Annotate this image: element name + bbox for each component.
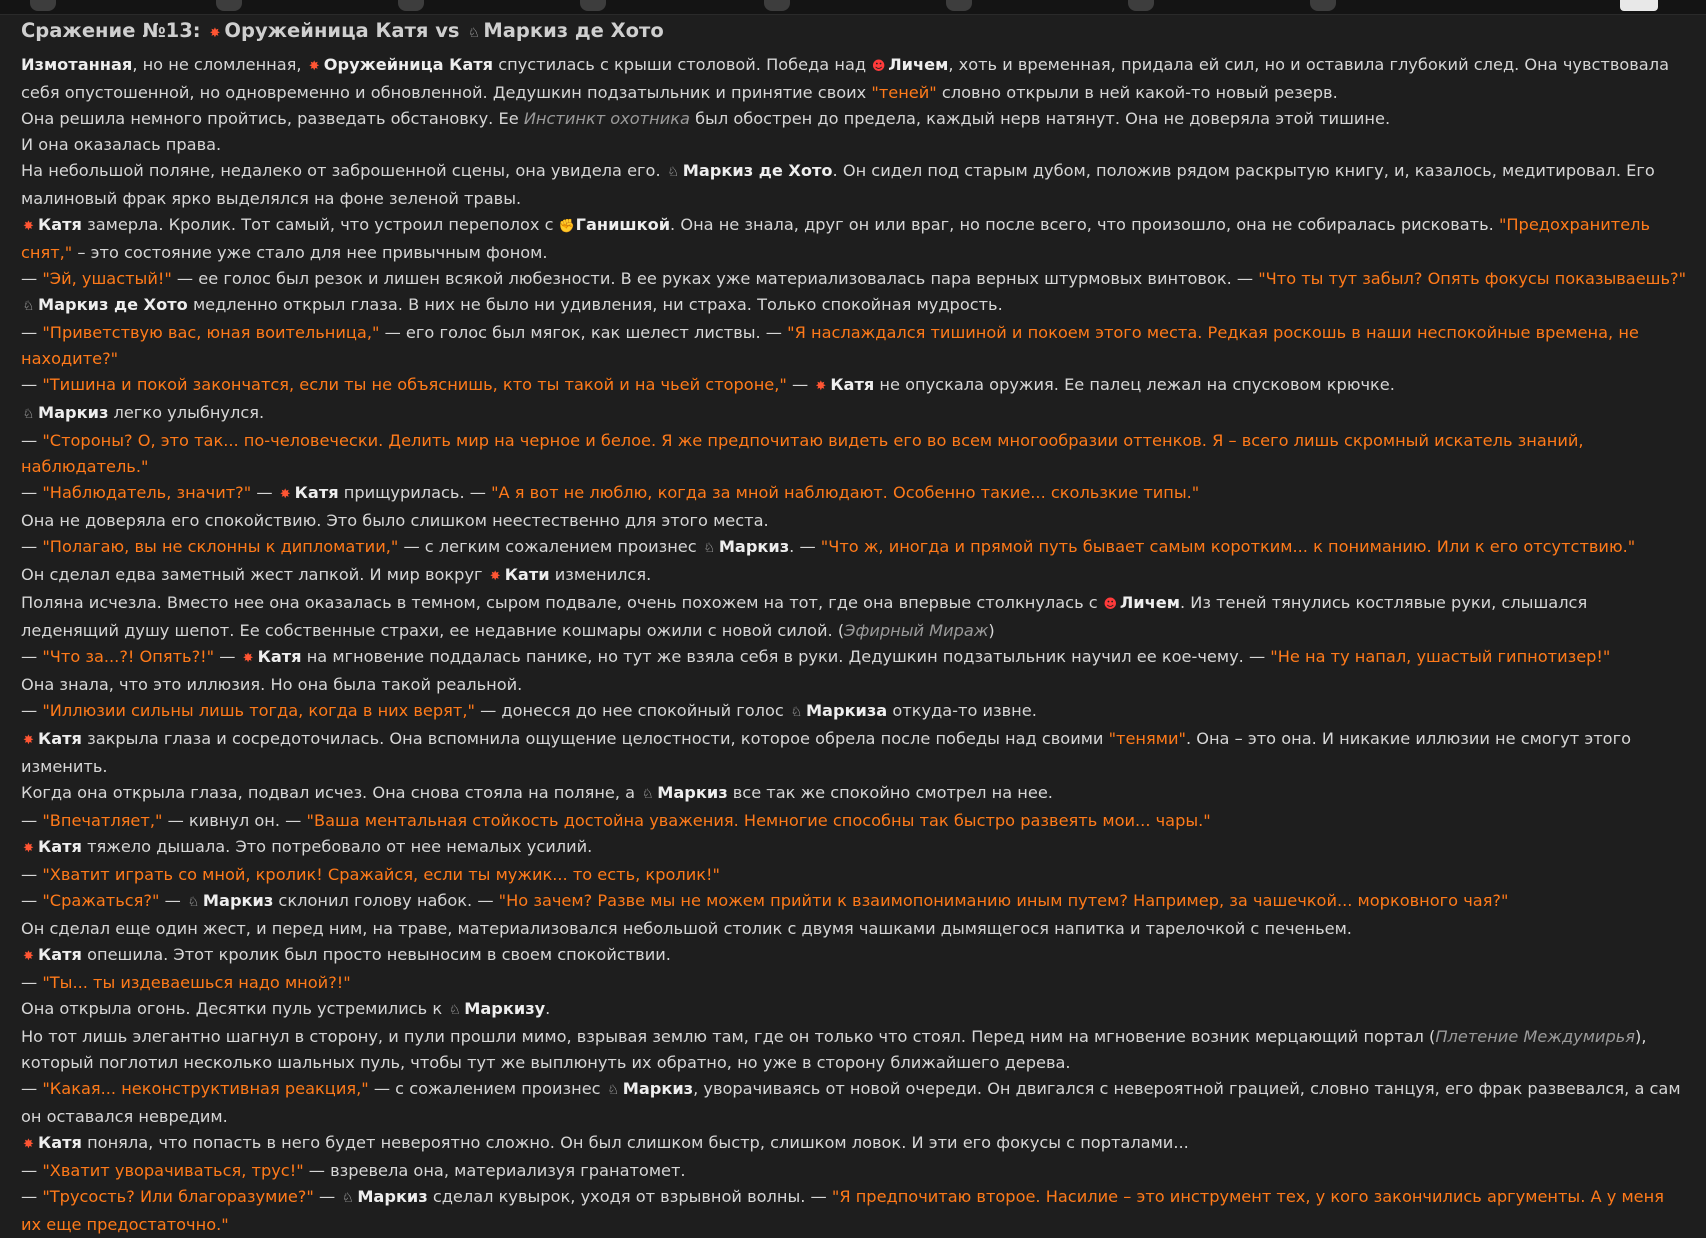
character-name: Личем <box>888 55 949 74</box>
character-name: Катя <box>38 729 82 748</box>
story-text: Она открыла огонь. Десятки пуль устремились к <box>21 999 448 1018</box>
story-paragraph <box>21 1184 1689 1238</box>
map-icon[interactable] <box>1128 0 1154 11</box>
story-text: прищурилась. — <box>338 483 492 502</box>
sliders-icon[interactable] <box>30 0 56 11</box>
inbox-icon[interactable] <box>1620 0 1658 11</box>
story-text: Она решила немного пройтись, разведать обстановку. Ее <box>21 109 524 128</box>
character-name: Маркиз <box>357 1187 428 1206</box>
story-paragraph <box>21 888 1689 916</box>
character-name: Оружейница Катя <box>323 55 494 74</box>
story-paragraph <box>21 1024 1689 1076</box>
versus-label: vs <box>435 19 460 42</box>
story-text: Он сделал едва заметный жест лапкой. И мир вокруг <box>21 565 488 584</box>
story-text: . Она не знала, друг он или враг, но после всего, что произошло, она не собиралась рисковать. <box>670 215 1499 234</box>
character-name: Маркиз <box>202 891 274 910</box>
dialogue-quote: "Хватит играть со мной, кролик! Сражайся, если ты мужик... то есть, кролик!" <box>42 865 720 884</box>
explosion-icon: ✸ <box>23 1137 34 1152</box>
explosion-icon: ✸ <box>242 651 254 666</box>
story-text: сделал кувырок, уходя от взрывной волны. — <box>427 1187 832 1206</box>
flexed-arm-icon: ✊ <box>558 219 575 234</box>
rabbit-icon: ♘ <box>22 407 35 422</box>
rabbit-icon: ♘ <box>187 895 200 910</box>
dialogue-quote: "Я предпочитаю второе. Насилие – это инструмент тех, у кого закончились аргументы. А у меня их еще предостаточно." <box>21 1187 1664 1234</box>
skill-name: Инстинкт охотника <box>523 109 690 128</box>
story-paragraph <box>21 400 1689 428</box>
story-paragraph <box>21 834 1689 862</box>
dialogue-quote: "А я вот не люблю, когда за мной наблюдают. Особенно такие... скользкие типы." <box>491 483 1200 502</box>
story-paragraph <box>21 862 1689 888</box>
story-text: словно открыли в ней какой-то новый резерв. <box>936 83 1338 102</box>
story-text: , уворачиваясь от новой очереди. Он двигался с невероятной грацией, словно танцуя, его фрак развевался, а сам он оставался невредим. <box>21 1079 1681 1126</box>
story-text: — <box>21 647 43 666</box>
story-text: И она оказалась права. <box>21 135 222 154</box>
rabbit-icon: ♘ <box>22 299 35 314</box>
explosion-icon: ✸ <box>23 841 34 856</box>
rabbit-icon: ♘ <box>790 705 803 720</box>
story-paragraph <box>21 266 1689 292</box>
story-text: , хоть и временная, придала ей сил, но и оставила глубокий след. Она чувствовала себя опустошенной, но одновременно и обновленной. Дедушкин подзатыльник и принятие своих <box>21 55 1669 102</box>
devil-icon: ☻ <box>1103 597 1118 612</box>
battle-title-prefix: Сражение №13: <box>21 19 201 42</box>
story-paragraph <box>21 106 1689 132</box>
character-name: Маркиз <box>622 1079 694 1098</box>
story-text: на мгновение поддалась панике, но тут же взяла себя в руки. Дедушкин подзатыльник научил ее кое-чему. — <box>301 647 1271 666</box>
battle-story <box>21 14 1689 1238</box>
story-paragraph <box>21 698 1689 726</box>
story-text: ), который поглотил несколько шальных пуль, чтобы тут же выплюнуть их обратно, но уже в сторону ближайшего дерева. <box>21 1027 1647 1072</box>
dialogue-quote: "Иллюзии сильны лишь тогда, когда в них верят," <box>42 701 475 720</box>
dialogue-quote: "Не на ту напал, ушастый гипнотизер!" <box>1270 647 1611 666</box>
story-text: — <box>21 1187 43 1206</box>
story-text: все так же спокойно смотрел на нее. <box>727 783 1053 802</box>
story-text: . <box>545 999 551 1018</box>
dialogue-quote: "Но зачем? Разве мы не можем прийти к взаимопониманию иным путем? Например, за чашечкой... морковного чая?" <box>498 891 1509 910</box>
story-text: — <box>21 483 43 502</box>
story-paragraph <box>21 996 1689 1024</box>
story-paragraph <box>21 644 1689 672</box>
story-paragraph <box>21 916 1689 942</box>
character-name: Катя <box>38 1133 82 1152</box>
character-name: Катя <box>257 647 302 666</box>
character-name: Маркиз <box>657 783 728 802</box>
story-text: поняла, что попасть в него будет невероятно сложно. Он был слишком быстр, слишком ловок. И эти его фокусы с порталами... <box>81 1133 1189 1152</box>
rabbit-icon: ♘ <box>468 26 480 41</box>
story-text: — с сожалением произнес <box>368 1079 606 1098</box>
character-name: Кати <box>504 565 550 584</box>
story-text: — <box>251 483 278 502</box>
devil-icon: ☻ <box>871 59 886 74</box>
story-paragraph <box>21 158 1689 212</box>
story-paragraph <box>21 132 1689 158</box>
character-name: Маркиз <box>718 537 790 556</box>
story-paragraph <box>21 372 1689 400</box>
character-name: Маркиз де Хото <box>682 161 833 180</box>
story-text: — донесся до нее спокойный голос <box>474 701 789 720</box>
story-text: ) <box>988 621 995 640</box>
story-text: замерла. Кролик. Тот самый, что устроил переполох с <box>81 215 559 234</box>
location-pin-icon[interactable] <box>216 0 242 11</box>
dialogue-quote: "Эй, ушастый!" <box>42 269 172 288</box>
fighter-2-name: Маркиз де Хото <box>483 19 664 42</box>
story-text: откуда-то извне. <box>887 701 1037 720</box>
dialogue-quote: "Сражаться?" <box>42 891 160 910</box>
story-text: Он сделал еще один жест, и перед ним, на траве, материализовался небольшой столик с двумя чашками дымящегося напитка и тарелочкой с печеньем. <box>21 919 1352 938</box>
story-text: тяжело дышала. Это потребовало от нее немалых усилий. <box>81 837 593 856</box>
dialogue-quote: "Тишина и покой закончатся, если ты не объяснишь, кто ты такой и на чьей стороне," <box>42 375 787 394</box>
story-paragraph <box>21 52 1689 106</box>
character-name: Маркиза <box>805 701 888 720</box>
explosion-icon: ✸ <box>279 487 291 502</box>
rabbit-icon: ♘ <box>667 165 680 180</box>
character-name: Ганишкой <box>575 215 671 234</box>
story-text: . Он сидел под старым дубом, положив рядом раскрытую книгу, и, казалось, медитировал. Его малиновый фрак ярко выделялся на фоне зеленой травы. <box>21 161 1655 208</box>
explosion-icon: ✸ <box>23 733 34 748</box>
story-text: — <box>786 375 814 394</box>
dialogue-quote: "Приветствую вас, юная воительница," <box>42 323 380 342</box>
story-text: – это состояние уже стало для нее привычным фоном. <box>72 243 548 262</box>
story-text: Когда она открыла глаза, подвал исчез. Она снова стояла на поляне, а <box>21 783 641 802</box>
story-text: опешила. Этот кролик был просто невыносим в своем спокойствии. <box>81 945 671 964</box>
rabbit-icon: ♘ <box>641 787 654 802</box>
rabbit-icon: ♘ <box>342 1191 354 1206</box>
story-text: Она не доверяла его спокойствию. Это было слишком неестественно для этого места. <box>21 511 769 530</box>
dialogue-quote: "Что за...?! Опять?!" <box>42 647 215 666</box>
skill-name: Эфирный Мираж <box>844 621 989 640</box>
story-paragraph <box>21 428 1689 480</box>
rabbit-icon: ♘ <box>607 1083 620 1098</box>
story-text: — <box>21 865 43 884</box>
story-text: не опускала оружия. Ее палец лежал на спусковом крючке. <box>874 375 1395 394</box>
story-text: — его голос был мягок, как шелест листвы. — <box>379 323 788 342</box>
dialogue-quote: "Что ты тут забыл? Опять фокусы показываешь?" <box>1258 269 1687 288</box>
dialogue-quote: "Что ж, иногда и прямой путь бывает самым коротким... к пониманию. Или к его отсутствию." <box>820 537 1636 556</box>
dialogue-quote: "Стороны? О, это так... по-человечески. Делить мир на черное и белое. Я же предпочитаю видеть его во всем многообразии оттенков. Я – всего лишь скромный искатель знаний, наблюдатель." <box>21 431 1584 476</box>
story-text: , но не сломленная, <box>132 55 307 74</box>
dialogue-quote: "Ты... ты издеваешься надо мной?!" <box>42 973 351 992</box>
story-text: — <box>21 431 43 450</box>
dialogue-quote: "Ваша ментальная стойкость достойна уважения. Немногие способны так быстро развеять мои... чары." <box>306 811 1211 830</box>
explosion-icon: ✸ <box>815 379 827 394</box>
story-text: . Она – это она. И никакие иллюзии не смогут этого изменить. <box>21 729 1631 776</box>
dialogue-quote: "теней" <box>871 83 937 102</box>
explosion-icon: ✸ <box>489 569 501 584</box>
character-name: Измотанная <box>21 55 133 74</box>
story-text: спустилась с крыши столовой. Победа над <box>493 55 872 74</box>
story-paragraph <box>21 292 1689 320</box>
story-paragraph <box>21 726 1689 780</box>
top-navigation-bar <box>0 0 1706 15</box>
character-name: Катя <box>38 837 82 856</box>
dialogue-quote: "Хватит уворачиваться, трус!" <box>42 1161 304 1180</box>
story-text: Но тот лишь элегантно шагнул в сторону, и пули прошли мимо, взрывая землю там, где он только что стоял. Перед ним на мгновение возник мерцающий портал ( <box>21 1027 1436 1046</box>
dialogue-quote: "Полагаю, вы не склонны к дипломатии," <box>42 537 399 556</box>
story-paragraph <box>21 562 1689 590</box>
character-name: Маркиз <box>38 403 109 422</box>
character-name: Катя <box>294 483 339 502</box>
story-text: Она знала, что это иллюзия. Но она была такой реальной. <box>21 675 523 694</box>
story-text: — <box>21 891 43 910</box>
story-paragraph <box>21 970 1689 996</box>
chest-icon[interactable] <box>580 0 606 11</box>
character-name: Катя <box>38 215 82 234</box>
gear-icon[interactable] <box>764 0 790 11</box>
story-text: . Из теней тянулись костлявые руки, слышался леденящий душу шепот. Ее собственные страхи, ее недавние кошмары ожили с новой силой. ( <box>21 593 1588 640</box>
story-text: был обострен до предела, каждый нерв натянут. Она не доверяла этой тишине. <box>689 109 1391 128</box>
character-name: Маркизу <box>464 999 546 1018</box>
story-paragraph <box>21 508 1689 534</box>
dialogue-quote: "Я наслаждался тишиной и покоем этого места. Редкая роскошь в наши неспокойные времена, не находите?" <box>21 323 1639 368</box>
story-paragraph <box>21 672 1689 698</box>
story-paragraph <box>21 1158 1689 1184</box>
battle-title <box>21 14 1689 48</box>
rabbit-icon: ♘ <box>448 1003 461 1018</box>
skill-name: Плетение Междумирья <box>1435 1027 1635 1046</box>
story-text: — взревела она, материализуя гранатомет. <box>303 1161 686 1180</box>
person-icon[interactable] <box>398 0 424 11</box>
story-text: закрыла глаза и сосредоточилась. Она вспомнила ощущение целостности, которое обрела после победы над своими <box>81 729 1109 748</box>
dialogue-quote: "Наблюдатель, значит?" <box>42 483 252 502</box>
dialogue-quote: "Предохранитель снят," <box>21 215 1651 262</box>
story-text: — <box>21 323 43 342</box>
story-paragraph <box>21 942 1689 970</box>
story-paragraph <box>21 480 1689 508</box>
story-text: — <box>21 537 43 556</box>
story-paragraph <box>21 534 1689 562</box>
character-name: Личем <box>1119 593 1180 612</box>
explosion-icon: ✸ <box>23 949 34 964</box>
story-text: — <box>21 269 43 288</box>
story-text: — <box>21 375 43 394</box>
story-text: Поляна исчезла. Вместо нее она оказалась в темном, сыром подвале, очень похожем на тот, где она впервые столкнулась с <box>21 593 1103 612</box>
story-text: — <box>21 811 43 830</box>
story-text: медленно открыл глаза. В них не было ни удивления, ни страха. Только спокойная мудрость. <box>187 295 1003 314</box>
story-text: — <box>21 1161 43 1180</box>
story-text: — <box>21 701 43 720</box>
dialogue-quote: "Какая... неконструктивная реакция," <box>42 1079 369 1098</box>
explosion-icon: ✸ <box>23 219 34 234</box>
story-body <box>21 52 1689 1238</box>
story-text: . — <box>789 537 821 556</box>
dialogue-quote: "Трусость? Или благоразумие?" <box>42 1187 314 1206</box>
character-name: Маркиз де Хото <box>38 295 188 314</box>
story-text: — <box>21 973 43 992</box>
story-text: склонил голову набок. — <box>273 891 499 910</box>
story-text: — <box>313 1187 341 1206</box>
story-paragraph <box>21 780 1689 808</box>
story-text: — <box>21 1079 43 1098</box>
story-paragraph <box>21 1130 1689 1158</box>
fighter-1-name: Оружейница Катя <box>224 19 429 42</box>
story-text: изменился. <box>549 565 652 584</box>
story-paragraph <box>21 590 1689 644</box>
story-paragraph <box>21 212 1689 266</box>
story-text: На небольшой поляне, недалеко от заброшенной сцены, она увидела его. <box>21 161 666 180</box>
character-name: Катя <box>830 375 875 394</box>
story-text: — с легким сожалением произнес <box>398 537 702 556</box>
story-text: — ее голос был резок и лишен всякой любезности. В ее руках уже материализовалась пара верных штурмовых винтовок. — <box>171 269 1259 288</box>
story-text: — <box>159 891 186 910</box>
story-text: легко улыбнулся. <box>108 403 265 422</box>
dialogue-quote: "Впечатляет," <box>42 811 163 830</box>
dialogue-quote: "тенями" <box>1108 729 1186 748</box>
story-text: — кивнул он. — <box>162 811 307 830</box>
story-text: — <box>214 647 241 666</box>
rabbit-icon: ♘ <box>703 541 716 556</box>
explosion-icon: ✸ <box>308 59 320 74</box>
story-paragraph <box>21 1076 1689 1130</box>
story-paragraph <box>21 808 1689 834</box>
character-name: Катя <box>38 945 82 964</box>
scroll-icon[interactable] <box>946 0 972 11</box>
target-icon[interactable] <box>1310 0 1336 11</box>
explosion-icon: ✸ <box>209 26 221 41</box>
story-paragraph <box>21 320 1689 372</box>
